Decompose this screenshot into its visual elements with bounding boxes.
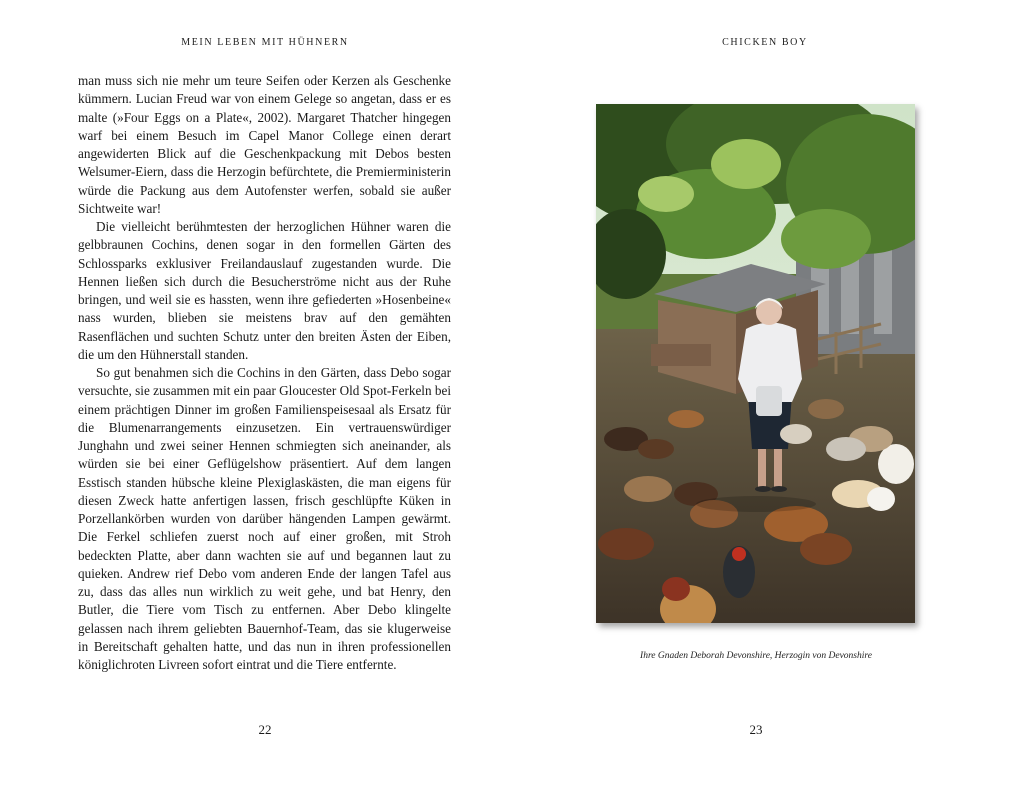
photo-illustration [596,104,915,623]
right-page [510,0,1020,788]
henhouse-box [651,344,711,366]
bucket [756,386,782,416]
paragraph-2: Die vielleicht berühmtesten der herzoglichen Hühner waren die gelbbraunen Cochins, denen sogar in den formellen Gärten des Schlossparks exklusiver Freilandauslauf zugestanden wurde. Die Hennen ließen sich durch die Besucherströme nicht aus der Ruhe bringen, und weil sie es hassten, wenn ihre gefiederten »Hosenbeine« nass wurden, blieben sie meistens brav auf den gemähten Rasenflächen und suchten Schutz unter den breiten Ästen der Eiben, die um den Hühnerstall standen. [78,219,451,362]
page-number-left: 22 [258,722,272,737]
photo-caption: Ihre Gnaden Deborah Devonshire, Herzogin von Devonshire [640,651,872,661]
running-head-right: CHICKEN BOY [722,37,808,48]
paragraph-3: So gut benahmen sich die Cochins in den Gärten, dass Debo sogar versuchte, sie zusammen mit ein paar Gloucester Old Spot-Ferkeln bei einem prächtigen Dinner im großen Familienspeisesaal als Ersatz für die Blumenarrangements einzusetzen. Ein vertrauenswürdiger Junghahn und zwei seiner Hennen schmiegten sich aneinander, als würden sie bei einer Geflügelshow präsentiert. Auf dem langen Esstisch standen hübsche kleine Plexiglaskästen, die man eigens für diesen Zweck hatte anfertigen lassen, frisch geschlüpfte Küken in Porzellankörben wurden von darüber hängenden Lampen gewärmt. Die Ferkel schliefen zuerst noch auf einer großen, mit Stroh bedeckten Platte, aber dann wachten sie auf und begannen laut zu quieken. Andrew rief Debo vom anderen Ende der langen Tafel aus zu, dass das alles nun wirklich zu weit gehe, und bat Henry, den Butler, die Tiere vom Tisch zu entfernen. Aber Debo klingelte gelassen nach ihrem geliebten Bauernhof-Team, das sie klugerweise in Bereitschaft gehalten hatte, und das nun in ihren professionellen königlichroten Livreen sofort eintrat und die Tiere entfernte. [78,365,451,672]
photo [596,104,915,623]
paragraph-1: man muss sich nie mehr um teure Seifen oder Kerzen als Geschenke kümmern. Lucian Freud war von einem Gelege so angetan, dass er es malte (»Four Eggs on a Plate«, 2002). Margaret Thatcher hingegen warf bei einem Besuch im Capel Manor College einen derart angewiderten Blick auf die Geschenkpackung mit Debos besten Welsumer-Eiern, dass die Herzogin befürchtete, die Premierministerin würde die Packung aus dem Autofenster werfen, sobald sie außer Sichtweite war! [78,73,451,216]
page-number-right: 23 [749,722,763,737]
body-text [78,72,451,674]
running-head-left: MEIN LEBEN MIT HÜHNERN [181,37,349,48]
